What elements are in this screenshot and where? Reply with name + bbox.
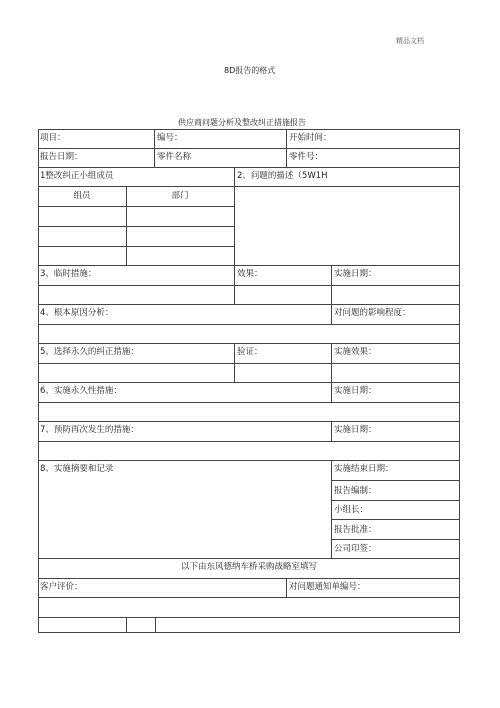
col-line [234, 265, 235, 304]
number-label: 编号： [157, 133, 183, 143]
row-line [38, 558, 460, 559]
section4-root-cause-label: 4、根本原因分析： [40, 308, 114, 318]
col-line [126, 186, 127, 265]
col-line [331, 304, 332, 324]
col-line [286, 129, 287, 167]
row-line [38, 148, 460, 149]
member-column-header: 组员 [73, 191, 91, 201]
row-line [38, 226, 234, 227]
table-border-left [38, 129, 39, 633]
row-line [38, 304, 460, 305]
section3-impl-date-label: 实施日期： [334, 269, 377, 279]
table-border-right [459, 129, 460, 633]
row-line [38, 206, 234, 207]
report-date-label: 报告日期： [40, 152, 83, 162]
row-line [38, 246, 234, 247]
section6-permanent-measures-label: 6、实施永久性措施： [40, 386, 122, 396]
col-line [331, 421, 332, 441]
col-line [331, 382, 332, 402]
section7-prevention-label: 7、预防再次发生的措施： [40, 425, 139, 435]
row-line [331, 480, 460, 481]
part-number-label: 零件号： [289, 152, 324, 162]
purchasing-office-banner: 以下由东风德纳车桥采购战略室填写 [180, 562, 318, 572]
col-line [234, 343, 235, 382]
row-line [38, 363, 460, 364]
part-name-label: 零件名称 [157, 152, 192, 162]
row-line [38, 186, 460, 187]
customer-evaluation-label: 客户评价： [40, 582, 83, 592]
row-line [38, 421, 460, 422]
col-line [331, 460, 332, 558]
notice-number-label: 对问题通知单编号： [289, 582, 366, 592]
col-line [286, 578, 287, 597]
row-line [38, 343, 460, 344]
row-line [38, 632, 460, 633]
row-line [38, 167, 460, 168]
col-line [126, 617, 127, 633]
section7-impl-date-label: 实施日期： [334, 425, 377, 435]
project-label: 项目： [40, 133, 66, 143]
header-note: 精品文档 [396, 37, 424, 45]
section8-summary-label: 8、实施摘要和记录 [40, 464, 114, 474]
start-time-label: 开始时间： [289, 133, 332, 143]
col-line [331, 343, 332, 382]
section5-corrective-action-label: 5、选择永久的纠正措施： [40, 347, 139, 357]
document-title: 8D报告的格式 [224, 66, 276, 75]
section6-impl-date-label: 实施日期： [334, 386, 377, 396]
form-title: 供应商问题分析及整改纠正措施报告 [178, 118, 306, 127]
row-line [38, 382, 460, 383]
section1-team-label: 1整改纠正小组成员 [40, 171, 114, 181]
section2-problem-label: 2、问题的描述（5W1H [237, 171, 328, 181]
row-line [38, 285, 460, 286]
section8-approved-by-label: 报告批准： [334, 525, 377, 535]
row-line [38, 597, 460, 598]
col-line [234, 167, 235, 265]
col-line [154, 129, 155, 167]
row-line [38, 578, 460, 579]
row-line [38, 265, 460, 266]
row-line [331, 500, 460, 501]
row-line [38, 324, 460, 325]
section5-impl-effect-label: 实施效果： [334, 347, 377, 357]
row-line [38, 402, 460, 403]
section8-prepared-by-label: 报告编制： [334, 486, 377, 496]
section8-company-seal-label: 公司印签： [334, 544, 377, 554]
row-line [38, 441, 460, 442]
section8-team-leader-label: 小组长： [334, 505, 369, 515]
row-line [38, 617, 460, 618]
section8-end-date-label: 实施结束日期： [334, 464, 394, 474]
section4-impact-label: 对问题的影响程度： [334, 308, 411, 318]
section5-verify-label: 验证： [237, 347, 263, 357]
department-column-header: 部门 [171, 191, 189, 201]
row-line [331, 519, 460, 520]
col-line [155, 617, 156, 633]
section3-effect-label: 效果： [237, 269, 263, 279]
col-line [331, 265, 332, 304]
section3-temporary-measures-label: 3、临时措施： [40, 269, 97, 279]
row-line [38, 460, 460, 461]
row-line [38, 129, 460, 130]
row-line [331, 539, 460, 540]
